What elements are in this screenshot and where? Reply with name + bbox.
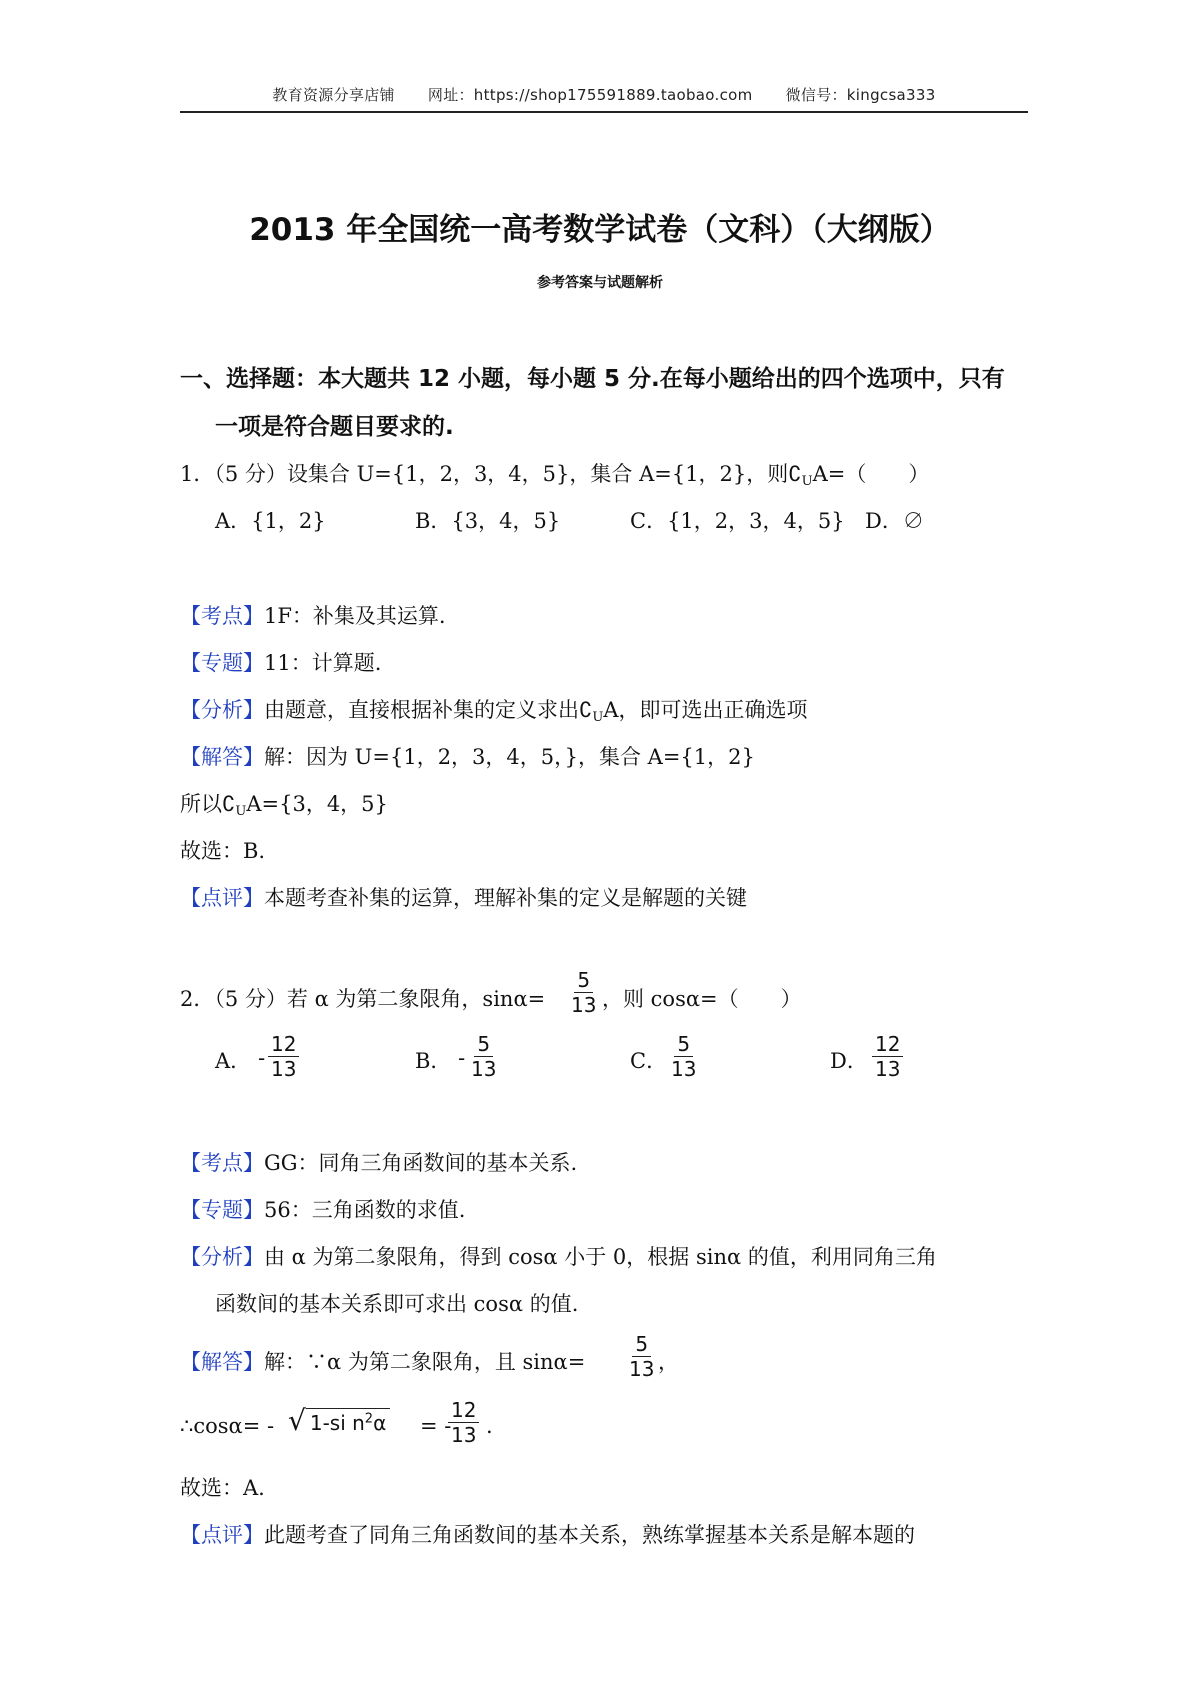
- q1-fenxi-text: 由题意，直接根据补集的定义求出∁: [264, 698, 593, 722]
- q2-stem-fraction: [568, 968, 599, 1017]
- q1-solution-text: 所以∁: [180, 792, 236, 816]
- zhuanti-tag: 【专题】: [180, 1198, 264, 1222]
- dianping-tag: 【点评】: [180, 886, 264, 910]
- sqrt-icon: √: [288, 1404, 306, 1437]
- fraction-numerator: 5: [574, 968, 593, 993]
- section-heading-line-2: 一项是符合题目要求的.: [215, 414, 454, 440]
- q2-fenxi-text: 由 α 为第二象限角，得到 cosα 小于 0，根据 sinα 的值，利用同角三角: [264, 1245, 937, 1269]
- q2-jieda-fraction: [626, 1332, 657, 1381]
- q2-kaodian-text: GG：同角三角函数间的基本关系.: [264, 1151, 578, 1175]
- q2-calc-start: ∴cosα= -: [180, 1414, 275, 1438]
- fraction-numerator: 5: [474, 1032, 493, 1057]
- fraction-numerator: 5: [674, 1032, 693, 1057]
- q2-dianping-text: 此题考查了同角三角函数间的基本关系，熟练掌握基本关系是解本题的: [264, 1523, 915, 1547]
- shop-name: 教育资源分享店铺: [272, 86, 395, 104]
- fraction-denominator: 13: [471, 1057, 497, 1081]
- q1-fenxi-subscript: U: [592, 710, 604, 725]
- fraction-numerator: 5: [632, 1332, 651, 1357]
- fraction-numerator: 12: [872, 1032, 903, 1057]
- q2-option-d-fraction: [872, 1032, 903, 1081]
- q1-jieda-text: 解：因为 U={1，2，3，4，5，}，集合 A={1，2}: [264, 745, 755, 769]
- q2-answer: 故选：A.: [180, 1476, 265, 1500]
- q2-calc-fraction: [448, 1398, 479, 1447]
- q2-kaodian: [180, 1147, 577, 1177]
- q2-option-a-sign: -: [258, 1046, 266, 1070]
- fraction-numerator: 12: [448, 1398, 479, 1423]
- q2-jieda-text: 解：∵α 为第二象限角，且 sinα=: [264, 1350, 586, 1374]
- q2-option-a-label: A．: [215, 1049, 252, 1073]
- q1-option-a: A．{1，2}: [215, 509, 326, 533]
- q2-option-a-fraction: [268, 1032, 299, 1081]
- fraction-denominator: 13: [671, 1057, 697, 1081]
- fraction-denominator: 13: [629, 1357, 655, 1381]
- q1-stem-subscript: U: [801, 474, 813, 489]
- q2-option-d-label: D．: [830, 1049, 868, 1073]
- page-title: 2013 年全国统一高考数学试卷（文科）（大纲版）: [249, 212, 951, 248]
- q1-jieda: [180, 741, 755, 771]
- q2-calc-end: .: [486, 1414, 493, 1438]
- jieda-tag: 【解答】: [180, 1350, 264, 1374]
- q2-fenxi: [180, 1241, 937, 1271]
- fraction-denominator: 13: [271, 1057, 297, 1081]
- q1-stem-text: 1．（5 分）设集合 U={1，2，3，4，5}，集合 A={1，2}，则∁: [180, 462, 802, 486]
- q2-calc-sqrt: [288, 1404, 390, 1437]
- radicand-text: 1-si n: [309, 1411, 365, 1435]
- q1-fenxi-text-end: A，即可选出正确选项: [603, 698, 808, 722]
- section-heading-line-1: 一、选择题：本大题共 12 小题，每小题 5 分.在每小题给出的四个选项中，只有: [180, 366, 1005, 392]
- fraction-numerator: 12: [268, 1032, 299, 1057]
- q1-dianping: [180, 882, 747, 912]
- kaodian-tag: 【考点】: [180, 604, 264, 628]
- fraction-denominator: 13: [875, 1057, 901, 1081]
- q2-stem-end: ，则 cosα=（ ）: [602, 987, 802, 1011]
- q2-jieda-end: ，: [658, 1350, 679, 1374]
- zhuanti-tag: 【专题】: [180, 651, 264, 675]
- q2-option-b-sign: -: [458, 1046, 466, 1070]
- shop-url: 网址：https://shop175591889.taobao.com: [427, 86, 753, 104]
- q2-option-c-fraction: [668, 1032, 699, 1081]
- q2-option-c-label: C．: [630, 1049, 668, 1073]
- q1-dianping-text: 本题考查补集的运算，理解补集的定义是解题的关键: [264, 886, 747, 910]
- q2-jieda: [180, 1346, 585, 1376]
- fenxi-tag: 【分析】: [180, 698, 264, 722]
- q1-solution-text-end: A={3，4，5}: [246, 792, 388, 816]
- q2-dianping: [180, 1519, 915, 1549]
- q1-solution-line: [180, 788, 388, 819]
- q1-zhuanti: [180, 647, 381, 677]
- sqrt-radicand: [306, 1408, 390, 1435]
- q1-option-c: C．{1，2，3，4，5}: [630, 509, 845, 533]
- q2-calc-eq: = -: [420, 1414, 452, 1438]
- kaodian-tag: 【考点】: [180, 1151, 264, 1175]
- q1-kaodian-text: 1F：补集及其运算.: [264, 604, 446, 628]
- q1-kaodian: [180, 600, 446, 630]
- q1-option-d: D．∅: [865, 509, 924, 533]
- q2-option-b-label: B．: [415, 1049, 452, 1073]
- wechat-id: 微信号：kingcsa333: [785, 86, 936, 104]
- fraction-denominator: 13: [451, 1423, 477, 1447]
- q2-fenxi-continued: 函数间的基本关系即可求出 cosα 的值.: [215, 1292, 579, 1316]
- q1-fenxi: [180, 694, 808, 725]
- q2-stem: [180, 983, 545, 1013]
- radicand-exponent: 2: [364, 1411, 374, 1427]
- page-header: [180, 84, 1028, 105]
- q1-zhuanti-text: 11：计算题.: [264, 651, 382, 675]
- q1-answer: 故选：B.: [180, 839, 266, 863]
- q2-zhuanti: [180, 1194, 465, 1224]
- header-divider: [180, 111, 1028, 113]
- radicand-alpha: α: [373, 1411, 387, 1435]
- q1-stem-text-end: A=（ ）: [812, 462, 930, 486]
- q1-option-b: B．{3，4，5}: [415, 509, 561, 533]
- q2-option-b-fraction: [468, 1032, 499, 1081]
- q2-zhuanti-text: 56：三角函数的求值.: [264, 1198, 466, 1222]
- jieda-tag: 【解答】: [180, 745, 264, 769]
- fraction-denominator: 13: [571, 993, 597, 1017]
- dianping-tag: 【点评】: [180, 1523, 264, 1547]
- fenxi-tag: 【分析】: [180, 1245, 264, 1269]
- page-subtitle: 参考答案与试题解析: [537, 275, 663, 291]
- q2-stem-text: 2．（5 分）若 α 为第二象限角，sinα=: [180, 987, 546, 1011]
- q1-solution-subscript: U: [235, 804, 247, 819]
- q1-stem: [180, 458, 929, 489]
